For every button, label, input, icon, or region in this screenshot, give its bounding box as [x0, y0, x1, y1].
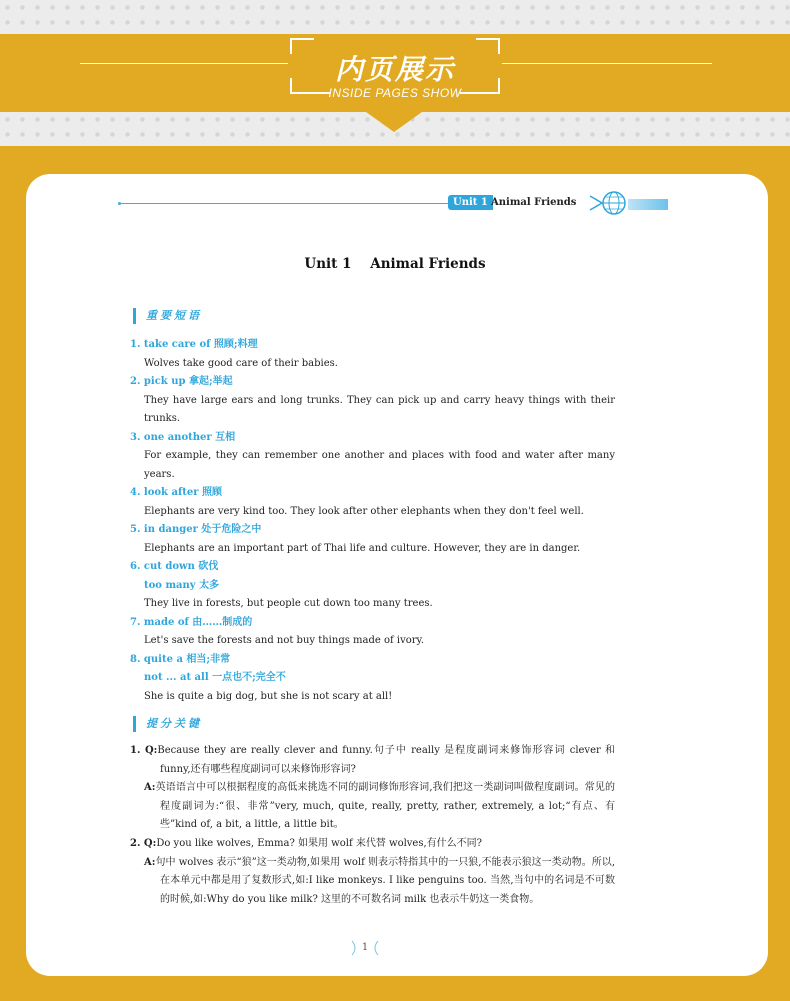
banner-title: 内页展示 [334, 53, 455, 86]
phrase-example: They have large ears and long trunks. They can pick up and carry heavy things with their trunks. [144, 394, 615, 424]
page-number [348, 939, 382, 957]
answer-label: A: [144, 856, 156, 868]
page-number-text: 1 [361, 942, 369, 953]
section-title-key-phrases: 重要短语 [133, 308, 215, 324]
question [130, 742, 615, 779]
qa-list [130, 742, 615, 909]
phrase-item [130, 558, 615, 614]
phrase-list [130, 336, 615, 706]
header-rule [120, 203, 450, 204]
phrase-head: 2. pick up 拿起;举起 [130, 376, 233, 387]
qa-item [130, 742, 615, 835]
globe-logo-icon [588, 188, 628, 218]
phrase-head-secondary: too many 太多 [144, 579, 220, 591]
question-text: Because they are really clever and funny.句子中 really 是程度副词来修饰形容词 clever 和 funny,还有哪些程度副词可以来修饰形容词? [157, 745, 615, 775]
answer-text: 句中 wolves 表示“狼”这一类动物,如果用 wolf 则表示特指其中的一只狼,不能表示狼这一类动物。所以,在本单元中都是用了复数形式,如:I like monkeys. I like penguins too. 当然,当句中的名词是不可数的时候,如:Why do you like milk? 这里的不可数名词 milk 也表示牛奶这一类食物。 [155, 856, 615, 905]
phrase-example: Elephants are an important part of Thai life and culture. However, they are in danger. [144, 542, 581, 554]
question-label: 2. Q: [130, 837, 157, 849]
phrase-head: 4. look after 照顾 [130, 487, 222, 498]
question-label: 1. Q: [130, 745, 158, 756]
phrase-head: 5. in danger 处于危险之中 [130, 524, 262, 535]
phrase-head: 1. take care of 照顾;料理 [130, 339, 258, 350]
banner-subtitle: INSIDE PAGES SHOW [328, 86, 462, 100]
phrase-example: They live in forests, but people cut down too many trees. [144, 598, 433, 609]
phrase-example: Let's save the forests and not buy things made of ivory. [144, 635, 425, 646]
answer-label: A: [144, 782, 156, 794]
phrase-item [130, 521, 615, 558]
qa-item [130, 835, 615, 909]
header-title: Animal Friends [491, 197, 577, 208]
answer-text: 英语语言中可以根据程度的高低来挑选不同的副词修饰形容词,我们把这一类副词叫做程度副词。常见的程度副词为:“很、非常”very, much, quite, really, pretty, rather, extremely, a lot;“有点、有些”kind of, a bit, a little, a little bit。 [155, 782, 615, 831]
phrase-example: Wolves take good care of their babies. [144, 357, 338, 369]
question-text: Do you like wolves, Emma? 如果用 wolf 来代替 wolves,有什么不同? [156, 837, 483, 849]
answer [130, 779, 615, 835]
unit-heading: Unit 1 Animal Friends [304, 256, 486, 272]
header-unit-tag: Unit 1 [448, 195, 493, 210]
phrase-item [130, 429, 615, 485]
section-title-key-points: 提分关键 [133, 716, 215, 732]
banner-dots-top [0, 0, 790, 34]
phrase-item [130, 336, 615, 373]
phrase-item [130, 373, 615, 429]
phrase-head: 8. quite a 相当;非常 [130, 653, 231, 665]
phrase-head: 7. made of 由……制成的 [130, 616, 253, 628]
phrase-item [130, 614, 615, 651]
phrase-head: 6. cut down 砍伐 [130, 561, 219, 572]
phrase-example: She is quite a big dog, but she is not scary at all! [144, 690, 393, 702]
phrase-head: 3. one another 互相 [130, 431, 236, 443]
phrase-item [130, 484, 615, 521]
header-accent-bar [628, 199, 668, 210]
phrase-head-secondary: not ... at all 一点也不;完全不 [144, 672, 286, 683]
question [130, 835, 615, 854]
phrase-example: Elephants are very kind too. They look after other elephants when they don't feel well. [144, 505, 584, 517]
phrase-item [130, 651, 615, 707]
banner-chevron [366, 112, 422, 132]
answer [130, 854, 615, 910]
phrase-example: For example, they can remember one another and places with food and water after many years. [144, 450, 615, 480]
